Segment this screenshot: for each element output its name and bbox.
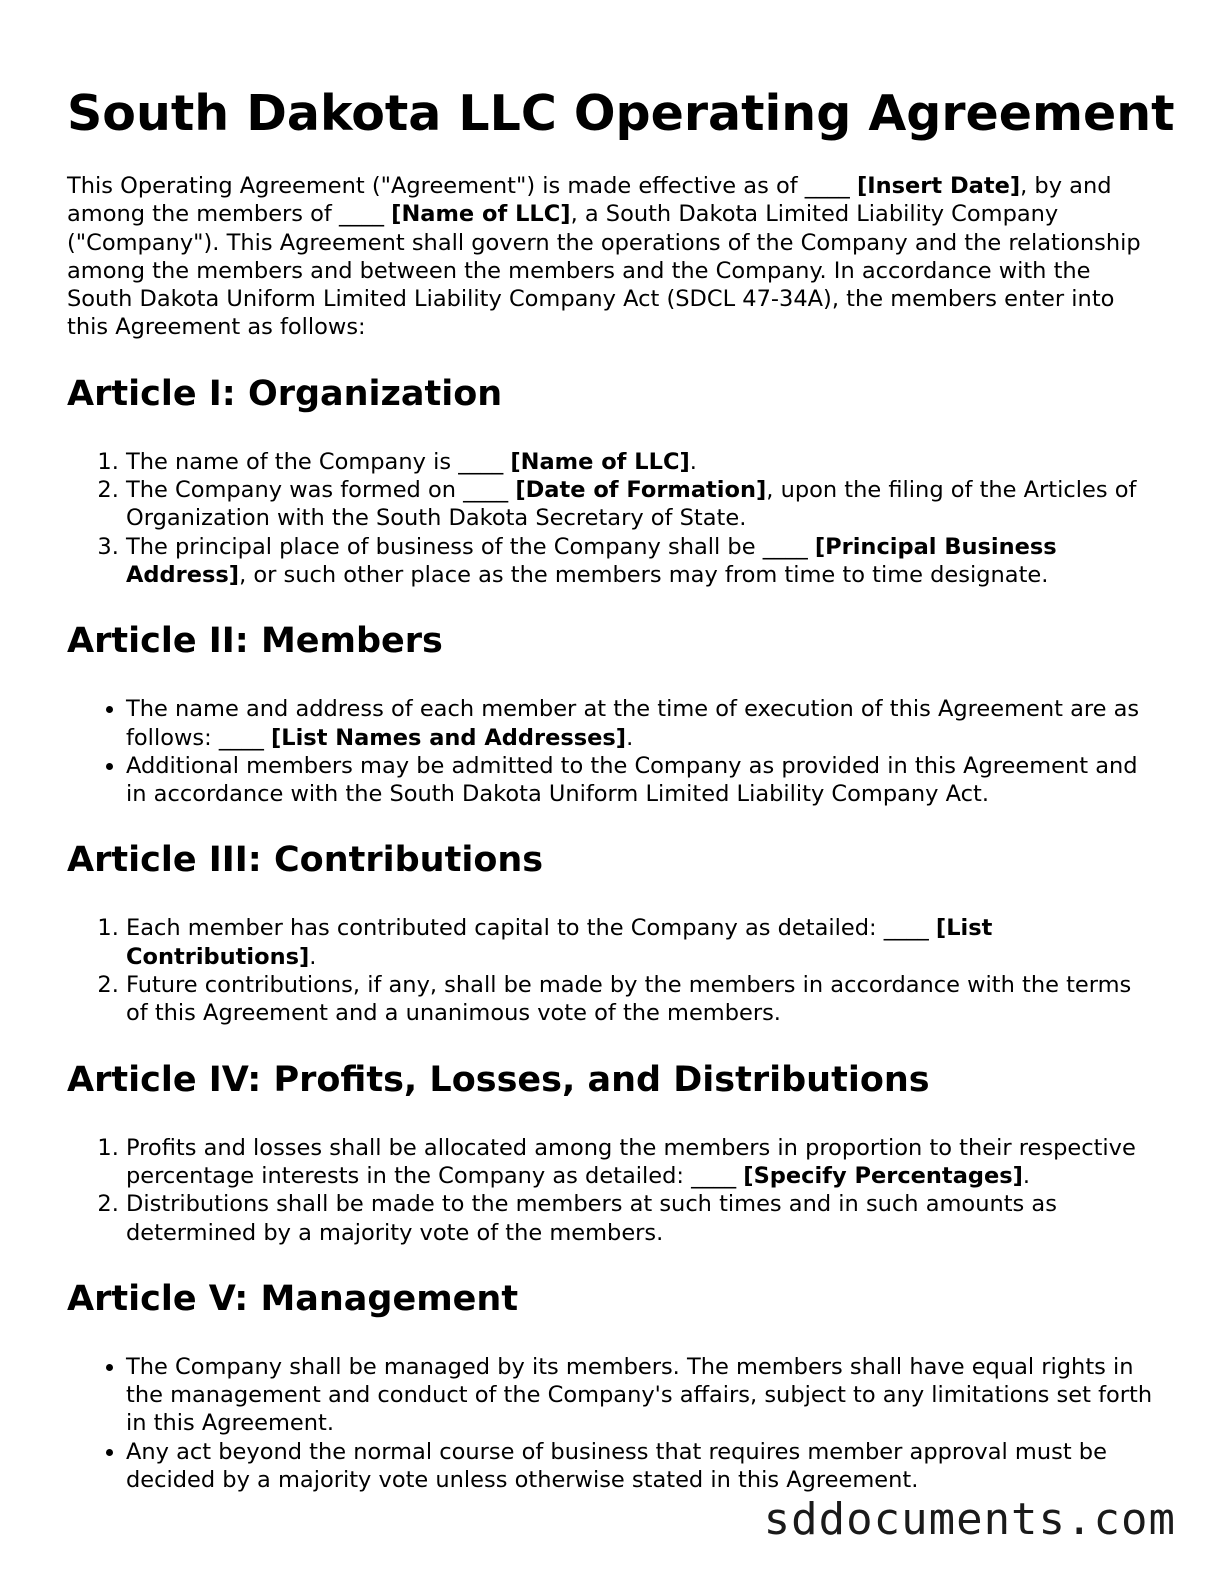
intro-paragraph: This Operating Agreement ("Agreement") is made effective as of ____ [Insert Date], by and among the members of ____ [Name of LLC], a South Dakota Limited Liability Company ("Company"). This Agreement shall govern the operations of the Company and the relationship among the members and between the members and the Company. In accordance with the South Dakota Uniform Limited Liability Company Act (SDCL 47-34A), the members enter into this Agreement as follows: bbox=[67, 173, 1141, 341]
list-item: 1. Each member has contributed capital to the Company as detailed: ____ [List Contributions]. bbox=[126, 914, 1157, 971]
article-4-heading: Article IV: Profits, Losses, and Distributions bbox=[67, 1059, 930, 1100]
list-item: 2. The Company was formed on ____ [Date of Formation], upon the filing of the Articles of Organization with the South Dakota Secretary of State. bbox=[126, 476, 1157, 533]
document-page bbox=[67, 82, 1175, 1524]
article-1-heading: Article I: Organization bbox=[67, 373, 503, 414]
article-2-list bbox=[67, 695, 1157, 808]
article-4-list bbox=[67, 1134, 1157, 1247]
list-item: • Any act beyond the normal course of business that requires member approval must be decided by a majority vote unless otherwise stated in this Agreement. bbox=[126, 1438, 1157, 1495]
list-item: • The Company shall be managed by its members. The members shall have equal rights in the management and conduct of the Company's affairs, subject to any limitations set forth in this Agreement. bbox=[126, 1353, 1157, 1438]
list-item: • The name and address of each member at the time of execution of this Agreement are as follows: ____ [List Names and Addresses]. bbox=[126, 695, 1157, 752]
article-5-list bbox=[67, 1353, 1157, 1494]
site-watermark: sddocuments.com bbox=[763, 1494, 1176, 1545]
page-title: South Dakota LLC Operating Agreement bbox=[67, 85, 1175, 142]
article-5-heading: Article V: Management bbox=[67, 1278, 519, 1319]
list-item: 2. Distributions shall be made to the members at such times and in such amounts as determined by a majority vote of the members. bbox=[126, 1190, 1157, 1247]
article-1-list bbox=[67, 448, 1157, 589]
placeholder-insert-date: [Insert Date] bbox=[856, 173, 1021, 199]
article-2-heading: Article II: Members bbox=[67, 621, 443, 662]
list-item: 1. Profits and losses shall be allocated among the members in proportion to their respective percentage interests in the Company as detailed: ____ [Specify Percentages]. bbox=[126, 1134, 1157, 1191]
article-3-heading: Article III: Contributions bbox=[67, 840, 544, 881]
list-item: 2. Future contributions, if any, shall be made by the members in accordance with the terms of this Agreement and a unanimous vote of the members. bbox=[126, 971, 1157, 1028]
list-item: • Additional members may be admitted to the Company as provided in this Agreement and in accordance with the South Dakota Uniform Limited Liability Company Act. bbox=[126, 752, 1157, 809]
list-item: 1. The name of the Company is ____ [Name of LLC]. bbox=[126, 448, 1157, 476]
article-3-list bbox=[67, 914, 1157, 1027]
list-item: 3. The principal place of business of the Company shall be ____ [Principal Business Address], or such other place as the members may from time to time designate. bbox=[126, 533, 1157, 590]
placeholder-name-of-llc: [Name of LLC] bbox=[391, 201, 571, 228]
